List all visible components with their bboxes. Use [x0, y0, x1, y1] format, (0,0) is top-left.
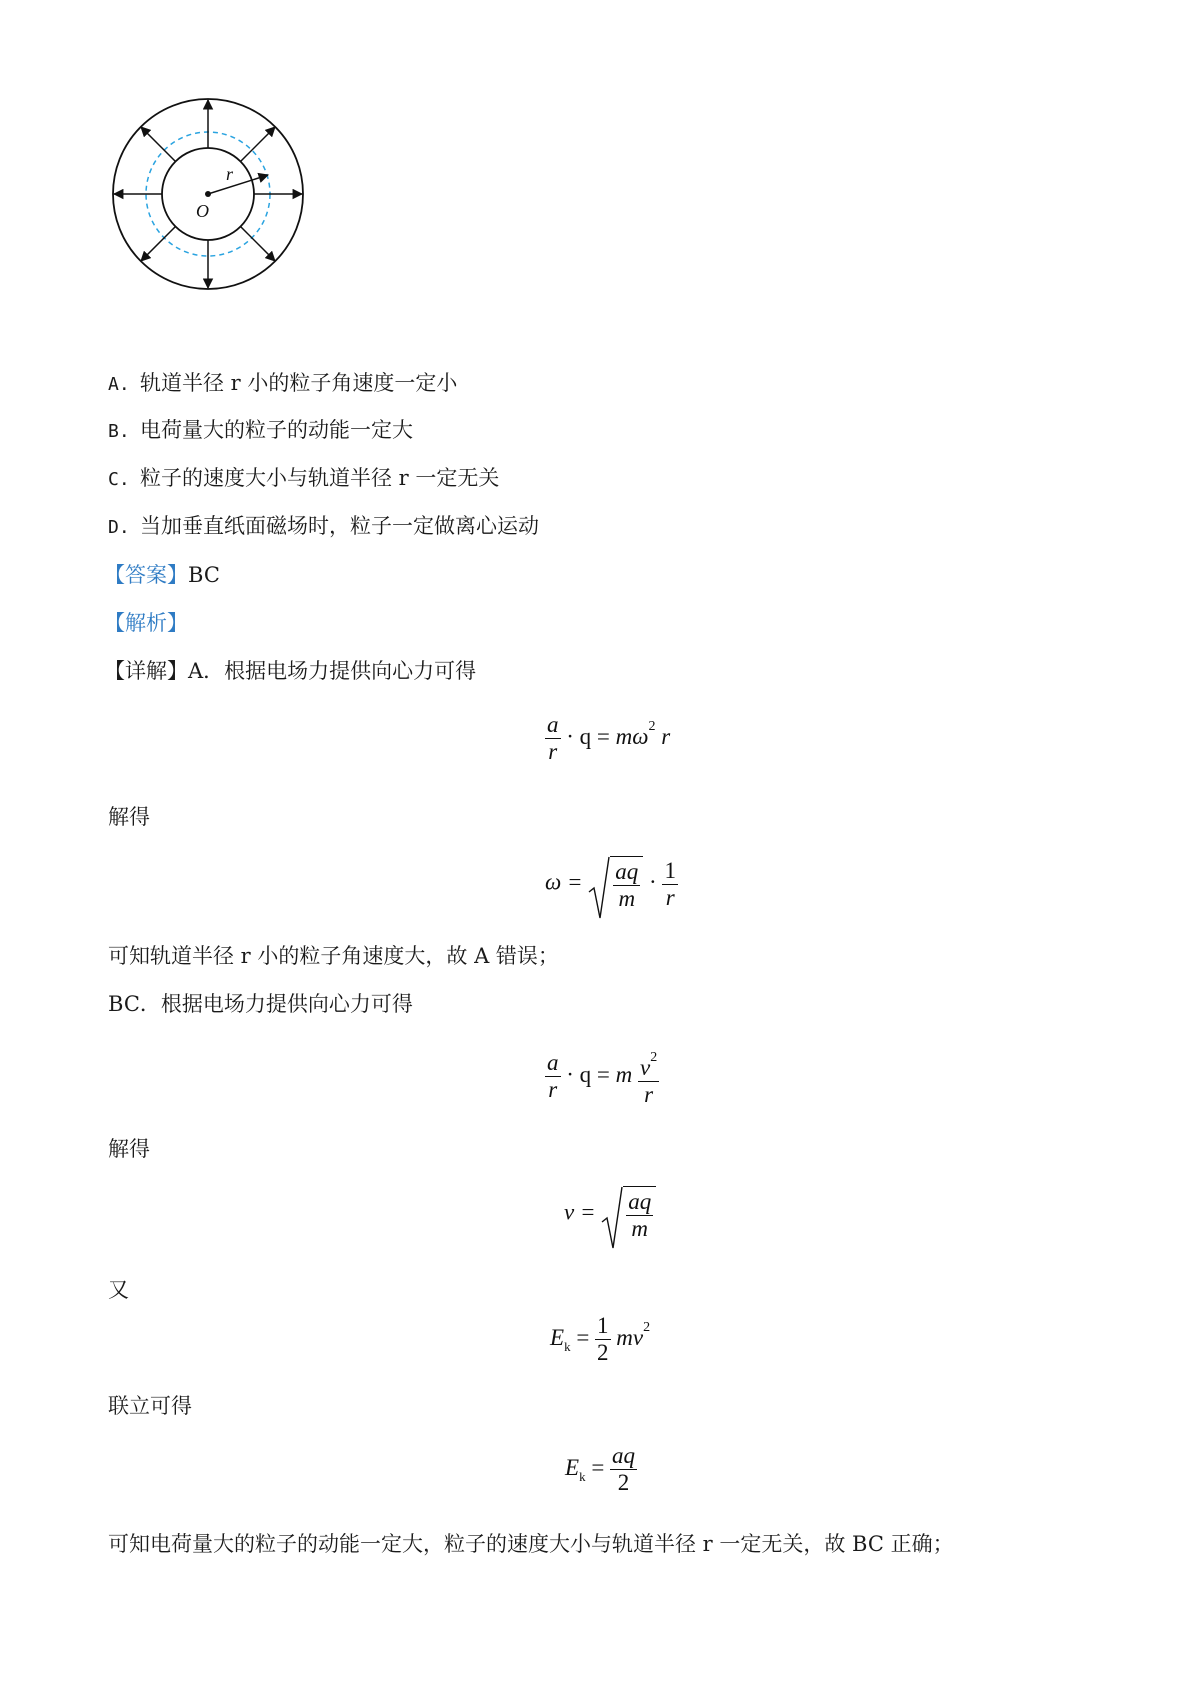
eq1-sup: 2	[648, 718, 656, 734]
answer-value: BC	[188, 563, 220, 587]
radius-label: r	[226, 164, 234, 184]
option-c	[108, 464, 499, 494]
eq2-num: aq	[615, 859, 639, 884]
center-dot	[205, 191, 211, 197]
eq2-sqrt	[588, 856, 643, 912]
equation-3	[545, 1045, 659, 1108]
detail-line1: A．根据电场力提供向心力可得	[188, 659, 477, 683]
analysis-line	[104, 609, 188, 637]
detail-tag: 【详解】	[104, 659, 188, 683]
conclude-a-line: 可知轨道半径 r 小的粒子角速度大，故 A 错误；	[108, 944, 559, 968]
option-b-letter: B.	[108, 421, 130, 442]
option-b	[108, 416, 413, 446]
eq3-fraction-left	[545, 1050, 561, 1103]
eq4-sqrt	[601, 1186, 656, 1242]
eq1-r: r	[661, 723, 671, 749]
analysis-tag: 【解析】	[104, 611, 188, 635]
radius-arrow	[208, 175, 268, 194]
option-a-text: 轨道半径 r 小的粒子角速度一定小	[140, 371, 458, 395]
eq3-v: v	[640, 1055, 651, 1080]
eq2-r: r	[665, 884, 675, 910]
option-d-text: 当加垂直纸面磁场时，粒子一定做离心运动	[140, 514, 539, 538]
eq6-E: E	[565, 1454, 580, 1480]
answer-tag: 【答案】	[104, 563, 188, 587]
equation-5	[550, 1313, 650, 1366]
center-label: O	[196, 201, 209, 221]
eq3-sup: 2	[650, 1050, 658, 1065]
eq5-two: 2	[597, 1340, 609, 1365]
equation-4	[564, 1186, 656, 1242]
eq1-fraction	[545, 712, 561, 765]
answer-line	[104, 561, 220, 589]
eq6-eq: =	[591, 1454, 605, 1480]
eq3-num: a	[547, 1050, 559, 1075]
arrow-up-right	[241, 127, 276, 162]
eq6-fraction	[610, 1443, 637, 1496]
option-c-text: 粒子的速度大小与轨道半径 r 一定无关	[140, 466, 500, 490]
eq2-fraction	[662, 858, 678, 911]
also-line: 又	[108, 1278, 129, 1302]
equation-6	[565, 1443, 637, 1496]
equation-1	[545, 712, 670, 765]
eq1-dot-q: · q =	[566, 723, 610, 749]
eq5-eq: =	[576, 1324, 590, 1350]
combine-line: 联立可得	[108, 1394, 192, 1418]
eq5-mv: mv	[616, 1324, 644, 1350]
option-a-letter: A.	[108, 374, 130, 395]
eq1-num: a	[547, 712, 559, 737]
option-d	[108, 512, 539, 542]
bc-line: BC．根据电场力提供向心力可得	[108, 992, 413, 1016]
eq3-den: r	[548, 1077, 558, 1102]
option-b-text: 电荷量大的粒子的动能一定大	[140, 418, 413, 442]
option-c-letter: C.	[108, 469, 130, 490]
eq5-sup: 2	[643, 1319, 651, 1335]
eq4-num: aq	[628, 1189, 652, 1214]
eq3-m: m	[615, 1061, 633, 1087]
eq2-lhs: ω =	[545, 869, 583, 895]
eq2-den: m	[618, 886, 636, 911]
eq4-lhs: v =	[564, 1199, 596, 1225]
solve2-line: 解得	[108, 1137, 150, 1161]
option-d-letter: D.	[108, 517, 130, 538]
eq2-one: 1	[664, 857, 676, 883]
eq5-E: E	[550, 1324, 565, 1350]
eq6-two: 2	[617, 1470, 630, 1495]
eq5-k: k	[564, 1338, 571, 1354]
eq2-dot: ·	[649, 869, 657, 895]
conclude-bc-line: 可知电荷量大的粒子的动能一定大，粒子的速度大小与轨道半径 r 一定无关，故 BC 正确；	[108, 1532, 954, 1556]
eq6-num: aq	[612, 1443, 636, 1468]
eq1-den: r	[548, 739, 558, 764]
eq3-fraction-right	[638, 1045, 659, 1108]
eq6-k: k	[579, 1468, 586, 1484]
equation-2	[545, 856, 678, 912]
detail-line	[104, 657, 476, 685]
field-diagram	[108, 94, 308, 294]
eq4-den: m	[631, 1216, 649, 1241]
eq3-r: r	[644, 1082, 654, 1107]
eq5-one: 1	[597, 1313, 609, 1338]
radial-field-figure	[108, 94, 308, 298]
eq3-dot-q: · q =	[566, 1061, 610, 1087]
eq1-rhs: mω	[615, 723, 649, 749]
solve1-line: 解得	[108, 805, 150, 829]
option-a	[108, 369, 457, 399]
eq5-fraction	[595, 1313, 611, 1366]
